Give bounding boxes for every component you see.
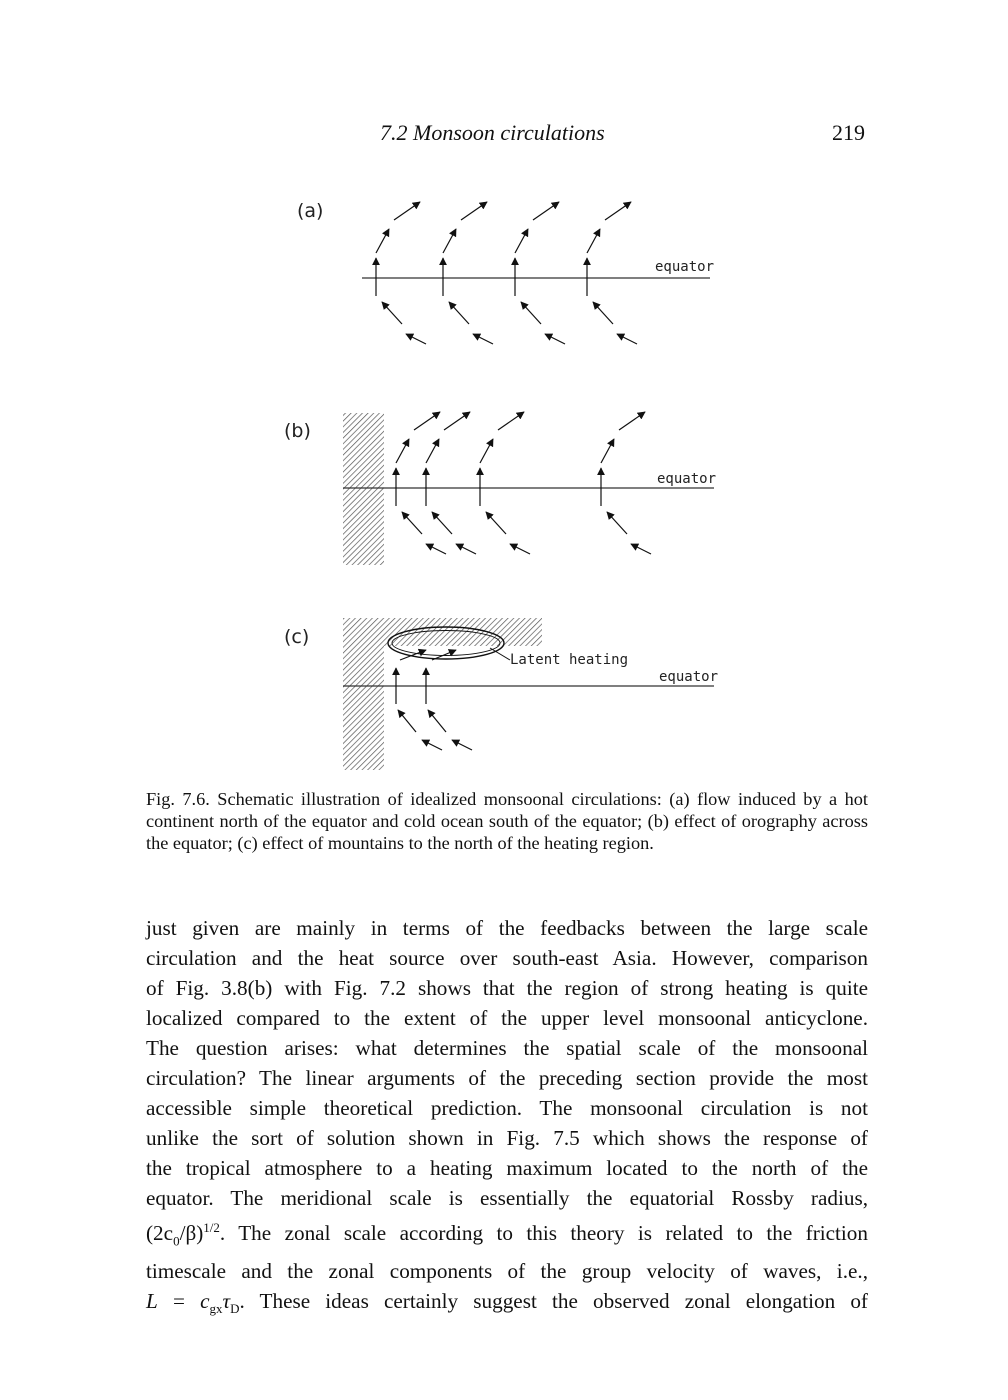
body-line [146, 1153, 868, 1183]
flow-arrow-icon [428, 710, 446, 732]
flow-arrow-icon [545, 334, 565, 344]
flow-arrow-icon [498, 412, 524, 430]
flow-arrow-icon [631, 544, 651, 554]
body-text-fragment: L [146, 1289, 158, 1314]
panel-a [297, 200, 714, 344]
flow-arrow-icon [443, 229, 456, 253]
body-text-fragment: the tropical atmosphere to a heating maximum located to the north of the [146, 1156, 868, 1180]
flow-arrow-icon [449, 302, 469, 324]
flow-arrow-icon [587, 229, 600, 253]
flow-arrow-icon [510, 544, 530, 554]
body-line [146, 1123, 868, 1153]
body-line [146, 913, 868, 943]
flow-arrow-icon [480, 439, 493, 463]
body-text-fragment: (2c [146, 1221, 174, 1246]
body-line [146, 1093, 868, 1123]
flow-arrow-icon [617, 334, 637, 344]
body-text-fragment: /β) [179, 1221, 204, 1246]
running-head: 7.2 Monsoon circulations [380, 120, 605, 145]
flow-arrow-icon [473, 334, 493, 344]
flow-arrow-icon [398, 710, 416, 732]
flow-arrow-icon [593, 302, 613, 324]
body-line [146, 1033, 868, 1063]
flow-arrow-icon [515, 229, 528, 253]
body-text-fragment: c [200, 1289, 210, 1314]
equator-label: equator [659, 669, 719, 685]
flow-arrow-icon [607, 512, 627, 534]
flow-arrow-icon [605, 202, 631, 220]
flow-arrows-b [396, 412, 651, 554]
flow-arrow-icon [456, 544, 476, 554]
page-number: 219 [832, 120, 865, 145]
flow-arrow-icon [486, 512, 506, 534]
equator-label: equator [657, 471, 717, 487]
body-text-fragment: The question arises: what determines the spatial scale of the monsoonal [146, 1036, 868, 1060]
flow-arrow-icon [461, 202, 487, 220]
body-text-fragment: circulation? The linear arguments of the preceding section provide the most [146, 1066, 868, 1090]
flow-arrow-icon [432, 512, 452, 534]
body-text-fragment: unlike the sort of solution shown in Fig. 7.5 which shows the response of [146, 1126, 868, 1150]
body-text-fragment: . These ideas certainly suggest the observed zonal elongation of [239, 1289, 868, 1314]
body-line [146, 1213, 868, 1256]
body-line [146, 943, 868, 973]
panel-c-label: (c) [284, 626, 310, 648]
body-text-fragment: 0 [173, 1233, 180, 1249]
panel-b [284, 412, 716, 565]
equator-label: equator [655, 259, 715, 275]
body-text-fragment: just given are mainly in terms of the feedbacks between the large scale [146, 916, 868, 940]
flow-arrow-icon [414, 412, 440, 430]
body-text-fragment: of Fig. 3.8(b) with Fig. 7.2 shows that the region of strong heating is quite [146, 976, 868, 1000]
flow-arrows-c [396, 650, 472, 750]
flow-arrow-icon [426, 544, 446, 554]
flow-arrow-icon [382, 302, 402, 324]
body-text [146, 913, 868, 1325]
body-text-fragment: 1/2 [203, 1220, 220, 1235]
body-text-fragment: gx [209, 1301, 223, 1317]
flow-arrow-icon [444, 412, 470, 430]
body-line [146, 973, 868, 1003]
panel-c [284, 618, 718, 770]
body-text-fragment: τ [222, 1289, 231, 1314]
flow-arrow-icon [521, 302, 541, 324]
body-text-fragment: accessible simple theoretical prediction. The monsoonal circulation is not [146, 1096, 868, 1120]
body-line [146, 1063, 868, 1093]
body-line [146, 1003, 868, 1033]
hatched-mountain-icon [343, 618, 384, 770]
flow-arrows-a [376, 202, 637, 344]
flow-arrow-icon [396, 439, 409, 463]
body-text-fragment: localized compared to the extent of the upper level monsoonal anticyclone. [146, 1006, 868, 1030]
body-text-fragment: D [230, 1301, 240, 1317]
flow-arrow-icon [406, 334, 426, 344]
body-text-fragment: equator. The meridional scale is essentially the equatorial Rossby radius, [146, 1186, 868, 1210]
flow-arrow-icon [422, 740, 442, 750]
flow-arrow-icon [402, 512, 422, 534]
body-text-fragment: . The zonal scale according to this theory is related to the friction [219, 1221, 868, 1246]
body-text-fragment: timescale and the zonal components of the group velocity of waves, i.e., [146, 1259, 868, 1284]
flow-arrow-icon [601, 439, 614, 463]
body-text-fragment: = [157, 1289, 201, 1314]
flow-arrow-icon [533, 202, 559, 220]
latent-heating-label: Latent heating [510, 652, 629, 668]
annotation-leader [490, 648, 510, 660]
figure-caption: Fig. 7.6. Schematic illustration of idealized monsoonal circulations: (a) flow induced by a hot continent north of the equator and cold ocean south of the equator; (b) effect of orography across the equator; (c) effect of mountains to the north of the heating region. [146, 789, 868, 853]
hatched-mountain-icon [343, 413, 384, 565]
flow-arrow-icon [394, 202, 420, 220]
panel-b-label: (b) [284, 420, 311, 442]
body-line [146, 1183, 868, 1213]
flow-arrow-icon [619, 412, 645, 430]
flow-arrow-icon [452, 740, 472, 750]
flow-arrow-icon [376, 229, 389, 253]
body-text-fragment: circulation and the heat source over south-east Asia. However, comparison [146, 946, 868, 970]
flow-arrow-icon [400, 650, 426, 660]
flow-arrow-icon [426, 439, 439, 463]
panel-a-label: (a) [297, 200, 324, 222]
body-line [146, 1256, 868, 1286]
hatched-mountain-icon [384, 618, 542, 646]
body-line [146, 1286, 868, 1324]
